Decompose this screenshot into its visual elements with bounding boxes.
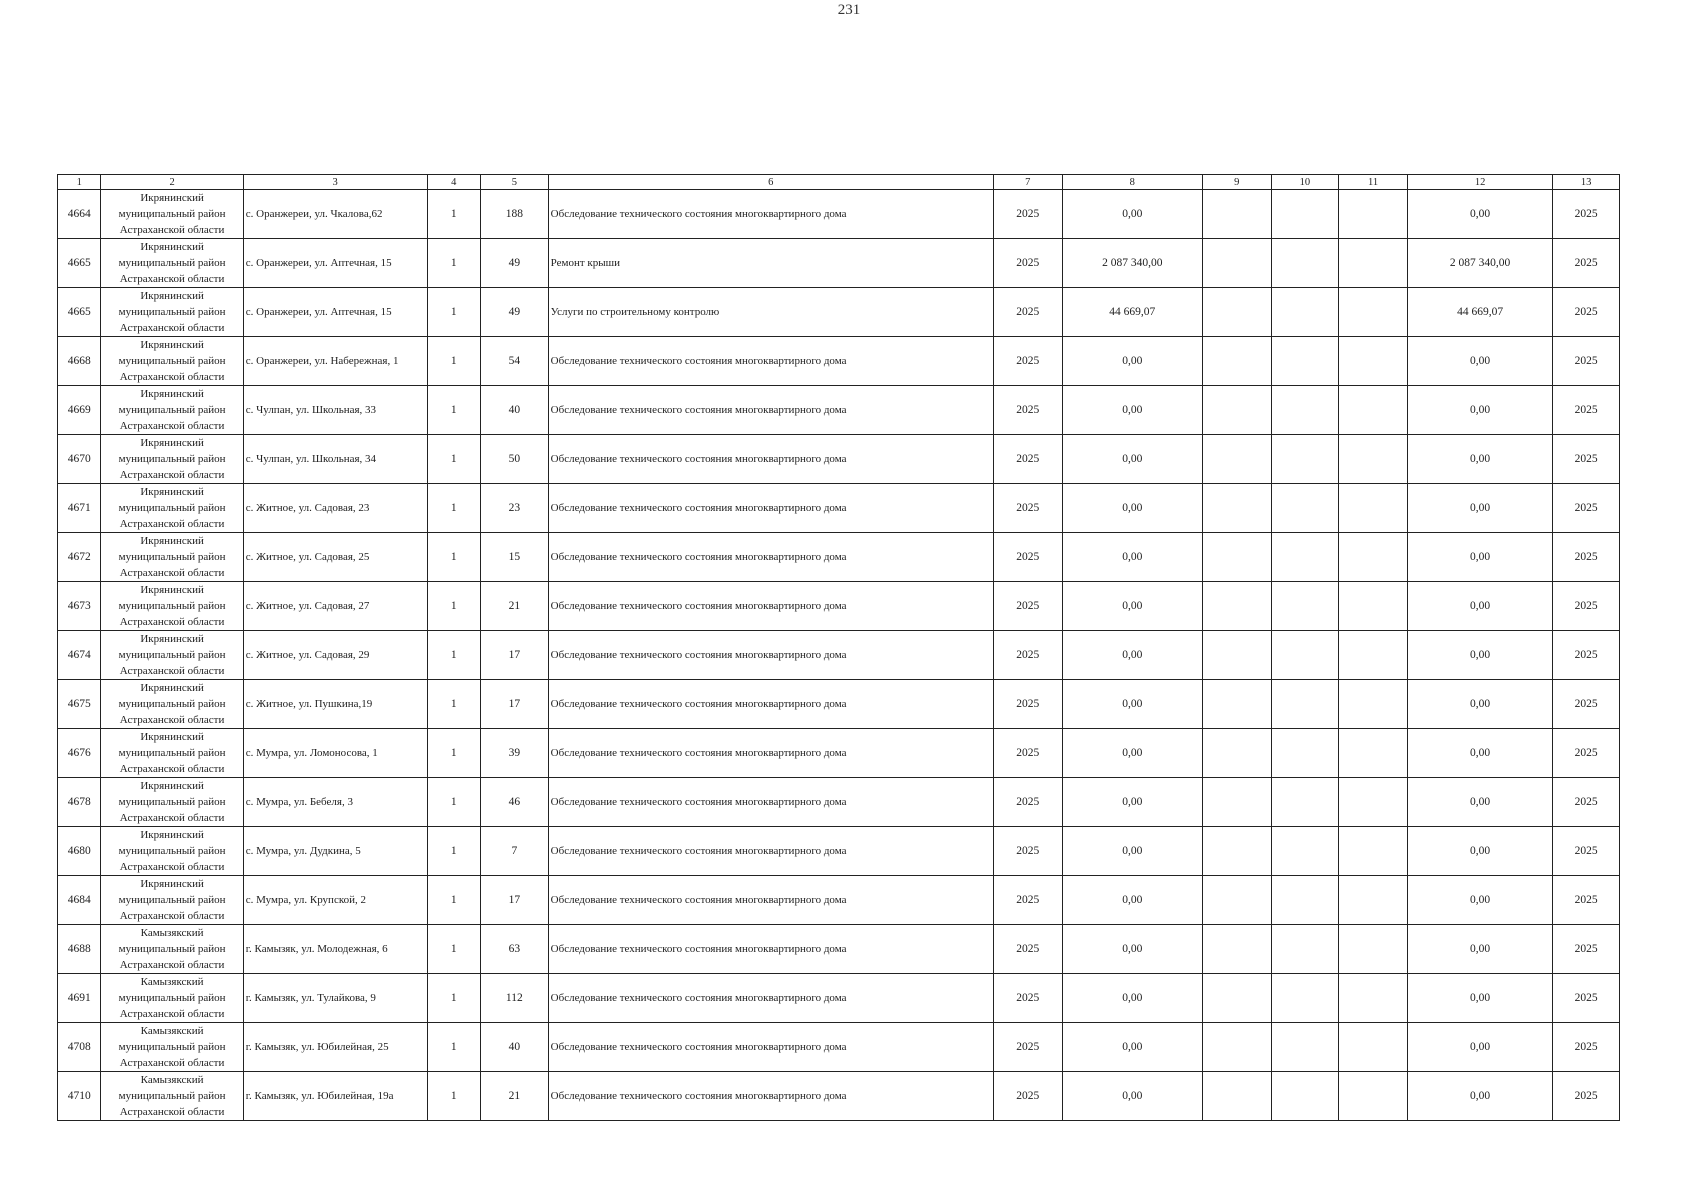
cell-col-11 bbox=[1339, 925, 1408, 974]
cell-year: 2025 bbox=[993, 778, 1062, 827]
cell-work-type: Обследование технического состояния многоквартирного дома bbox=[548, 582, 993, 631]
table-row bbox=[58, 778, 1620, 827]
cell-col-10 bbox=[1271, 680, 1339, 729]
cell-col-5: 21 bbox=[481, 582, 549, 631]
cell-id: 4710 bbox=[58, 1072, 101, 1121]
cell-year: 2025 bbox=[993, 1072, 1062, 1121]
cell-col-4: 1 bbox=[427, 484, 481, 533]
cell-district: Камызякский муниципальный район Астраханской области bbox=[101, 974, 243, 1023]
cell-work-type: Обследование технического состояния многоквартирного дома bbox=[548, 974, 993, 1023]
cell-col-12: 0,00 bbox=[1407, 876, 1552, 925]
header-col-5: 5 bbox=[481, 175, 549, 190]
cell-year: 2025 bbox=[993, 337, 1062, 386]
cell-col-4: 1 bbox=[427, 239, 481, 288]
cell-total-cost: 0,00 bbox=[1062, 1023, 1202, 1072]
cell-id: 4708 bbox=[58, 1023, 101, 1072]
cell-col-11 bbox=[1339, 288, 1408, 337]
header-col-1: 1 bbox=[58, 175, 101, 190]
cell-col-10 bbox=[1271, 1023, 1339, 1072]
cell-total-cost: 0,00 bbox=[1062, 876, 1202, 925]
cell-id: 4670 bbox=[58, 435, 101, 484]
cell-address: г. Камызяк, ул. Молодежная, 6 bbox=[243, 925, 427, 974]
cell-col-12: 0,00 bbox=[1407, 190, 1552, 239]
cell-col-9 bbox=[1202, 876, 1271, 925]
cell-col-12: 0,00 bbox=[1407, 680, 1552, 729]
cell-work-type: Обследование технического состояния многоквартирного дома bbox=[548, 680, 993, 729]
cell-col-9 bbox=[1202, 729, 1271, 778]
cell-col-4: 1 bbox=[427, 827, 481, 876]
cell-col-10 bbox=[1271, 484, 1339, 533]
cell-col-13: 2025 bbox=[1553, 1072, 1620, 1121]
cell-col-13: 2025 bbox=[1553, 533, 1620, 582]
cell-col-11 bbox=[1339, 680, 1408, 729]
table-row bbox=[58, 484, 1620, 533]
cell-col-13: 2025 bbox=[1553, 876, 1620, 925]
cell-district: Икрянинский муниципальный район Астраханской области bbox=[101, 484, 243, 533]
table-header bbox=[58, 175, 1620, 190]
cell-address: с. Мумра, ул. Крупской, 2 bbox=[243, 876, 427, 925]
cell-col-4: 1 bbox=[427, 533, 481, 582]
cell-col-10 bbox=[1271, 974, 1339, 1023]
register-table bbox=[57, 174, 1620, 1121]
cell-col-10 bbox=[1271, 1072, 1339, 1121]
cell-col-12: 0,00 bbox=[1407, 974, 1552, 1023]
cell-address: с. Житное, ул. Садовая, 27 bbox=[243, 582, 427, 631]
cell-col-13: 2025 bbox=[1553, 582, 1620, 631]
cell-col-12: 0,00 bbox=[1407, 827, 1552, 876]
table-row bbox=[58, 239, 1620, 288]
cell-col-9 bbox=[1202, 435, 1271, 484]
cell-work-type: Обследование технического состояния многоквартирного дома bbox=[548, 190, 993, 239]
cell-col-10 bbox=[1271, 778, 1339, 827]
cell-work-type: Услуги по строительному контролю bbox=[548, 288, 993, 337]
cell-district: Икрянинский муниципальный район Астраханской области bbox=[101, 827, 243, 876]
cell-col-11 bbox=[1339, 239, 1408, 288]
header-col-7: 7 bbox=[993, 175, 1062, 190]
cell-col-12: 0,00 bbox=[1407, 631, 1552, 680]
cell-total-cost: 44 669,07 bbox=[1062, 288, 1202, 337]
cell-col-11 bbox=[1339, 435, 1408, 484]
cell-col-11 bbox=[1339, 827, 1408, 876]
cell-col-5: 188 bbox=[481, 190, 549, 239]
cell-col-9 bbox=[1202, 680, 1271, 729]
cell-work-type: Обследование технического состояния многоквартирного дома bbox=[548, 484, 993, 533]
cell-col-12: 0,00 bbox=[1407, 925, 1552, 974]
cell-col-10 bbox=[1271, 925, 1339, 974]
cell-district: Икрянинский муниципальный район Астраханской области bbox=[101, 729, 243, 778]
cell-col-12: 0,00 bbox=[1407, 386, 1552, 435]
cell-year: 2025 bbox=[993, 1023, 1062, 1072]
cell-col-12: 0,00 bbox=[1407, 533, 1552, 582]
cell-col-4: 1 bbox=[427, 925, 481, 974]
cell-col-5: 15 bbox=[481, 533, 549, 582]
header-col-13: 13 bbox=[1553, 175, 1620, 190]
cell-address: г. Камызяк, ул. Юбилейная, 19а bbox=[243, 1072, 427, 1121]
cell-total-cost: 0,00 bbox=[1062, 925, 1202, 974]
cell-col-13: 2025 bbox=[1553, 827, 1620, 876]
cell-id: 4671 bbox=[58, 484, 101, 533]
cell-col-10 bbox=[1271, 631, 1339, 680]
cell-col-9 bbox=[1202, 533, 1271, 582]
header-col-12: 12 bbox=[1407, 175, 1552, 190]
cell-district: Икрянинский муниципальный район Астраханской области bbox=[101, 582, 243, 631]
cell-address: с. Житное, ул. Садовая, 25 bbox=[243, 533, 427, 582]
cell-col-12: 0,00 bbox=[1407, 435, 1552, 484]
cell-col-5: 17 bbox=[481, 876, 549, 925]
cell-id: 4669 bbox=[58, 386, 101, 435]
cell-year: 2025 bbox=[993, 288, 1062, 337]
cell-year: 2025 bbox=[993, 533, 1062, 582]
cell-col-4: 1 bbox=[427, 1023, 481, 1072]
cell-col-9 bbox=[1202, 337, 1271, 386]
cell-year: 2025 bbox=[993, 974, 1062, 1023]
cell-work-type: Обследование технического состояния многоквартирного дома bbox=[548, 1023, 993, 1072]
cell-total-cost: 0,00 bbox=[1062, 190, 1202, 239]
cell-district: Икрянинский муниципальный район Астраханской области bbox=[101, 239, 243, 288]
cell-district: Икрянинский муниципальный район Астраханской области bbox=[101, 876, 243, 925]
cell-col-13: 2025 bbox=[1553, 1023, 1620, 1072]
cell-col-11 bbox=[1339, 729, 1408, 778]
cell-total-cost: 0,00 bbox=[1062, 533, 1202, 582]
cell-col-5: 112 bbox=[481, 974, 549, 1023]
header-col-6: 6 bbox=[548, 175, 993, 190]
table-row bbox=[58, 386, 1620, 435]
cell-col-12: 0,00 bbox=[1407, 1072, 1552, 1121]
cell-col-10 bbox=[1271, 533, 1339, 582]
cell-col-11 bbox=[1339, 974, 1408, 1023]
cell-col-4: 1 bbox=[427, 435, 481, 484]
cell-total-cost: 0,00 bbox=[1062, 337, 1202, 386]
cell-col-11 bbox=[1339, 582, 1408, 631]
cell-col-4: 1 bbox=[427, 729, 481, 778]
cell-year: 2025 bbox=[993, 239, 1062, 288]
cell-col-9 bbox=[1202, 1072, 1271, 1121]
cell-col-5: 54 bbox=[481, 337, 549, 386]
cell-col-10 bbox=[1271, 337, 1339, 386]
cell-col-5: 21 bbox=[481, 1072, 549, 1121]
cell-total-cost: 0,00 bbox=[1062, 1072, 1202, 1121]
table-body bbox=[58, 190, 1620, 1121]
cell-district: Камызякский муниципальный район Астраханской области bbox=[101, 925, 243, 974]
header-row bbox=[58, 175, 1620, 190]
cell-col-4: 1 bbox=[427, 386, 481, 435]
cell-total-cost: 0,00 bbox=[1062, 778, 1202, 827]
cell-col-13: 2025 bbox=[1553, 484, 1620, 533]
cell-col-13: 2025 bbox=[1553, 631, 1620, 680]
cell-address: г. Камызяк, ул. Юбилейная, 25 bbox=[243, 1023, 427, 1072]
cell-col-12: 44 669,07 bbox=[1407, 288, 1552, 337]
cell-col-12: 0,00 bbox=[1407, 484, 1552, 533]
cell-address: с. Оранжереи, ул. Аптечная, 15 bbox=[243, 288, 427, 337]
cell-col-11 bbox=[1339, 631, 1408, 680]
cell-total-cost: 0,00 bbox=[1062, 435, 1202, 484]
cell-id: 4678 bbox=[58, 778, 101, 827]
cell-col-4: 1 bbox=[427, 680, 481, 729]
cell-work-type: Обследование технического состояния многоквартирного дома bbox=[548, 778, 993, 827]
cell-col-9 bbox=[1202, 288, 1271, 337]
cell-address: с. Мумра, ул. Дудкина, 5 bbox=[243, 827, 427, 876]
cell-work-type: Обследование технического состояния многоквартирного дома bbox=[548, 337, 993, 386]
cell-col-9 bbox=[1202, 631, 1271, 680]
cell-col-12: 0,00 bbox=[1407, 778, 1552, 827]
cell-id: 4684 bbox=[58, 876, 101, 925]
cell-work-type: Обследование технического состояния многоквартирного дома bbox=[548, 533, 993, 582]
cell-col-5: 49 bbox=[481, 288, 549, 337]
cell-district: Камызякский муниципальный район Астраханской области bbox=[101, 1072, 243, 1121]
cell-district: Икрянинский муниципальный район Астраханской области bbox=[101, 680, 243, 729]
cell-col-13: 2025 bbox=[1553, 435, 1620, 484]
cell-col-10 bbox=[1271, 386, 1339, 435]
cell-col-4: 1 bbox=[427, 778, 481, 827]
cell-address: с. Житное, ул. Пушкина,19 bbox=[243, 680, 427, 729]
table-row bbox=[58, 435, 1620, 484]
cell-col-4: 1 bbox=[427, 190, 481, 239]
cell-address: с. Житное, ул. Садовая, 29 bbox=[243, 631, 427, 680]
cell-col-11 bbox=[1339, 484, 1408, 533]
cell-work-type: Обследование технического состояния многоквартирного дома bbox=[548, 631, 993, 680]
cell-total-cost: 0,00 bbox=[1062, 582, 1202, 631]
table-row bbox=[58, 1023, 1620, 1072]
cell-work-type: Обследование технического состояния многоквартирного дома bbox=[548, 876, 993, 925]
table-row bbox=[58, 582, 1620, 631]
cell-total-cost: 0,00 bbox=[1062, 631, 1202, 680]
cell-work-type: Обследование технического состояния многоквартирного дома bbox=[548, 827, 993, 876]
cell-col-13: 2025 bbox=[1553, 288, 1620, 337]
cell-district: Икрянинский муниципальный район Астраханской области bbox=[101, 435, 243, 484]
cell-work-type: Обследование технического состояния многоквартирного дома bbox=[548, 729, 993, 778]
table-row bbox=[58, 631, 1620, 680]
cell-id: 4668 bbox=[58, 337, 101, 386]
cell-col-4: 1 bbox=[427, 288, 481, 337]
cell-col-13: 2025 bbox=[1553, 190, 1620, 239]
cell-total-cost: 0,00 bbox=[1062, 680, 1202, 729]
cell-col-4: 1 bbox=[427, 631, 481, 680]
cell-col-10 bbox=[1271, 582, 1339, 631]
cell-col-4: 1 bbox=[427, 337, 481, 386]
cell-year: 2025 bbox=[993, 582, 1062, 631]
cell-id: 4675 bbox=[58, 680, 101, 729]
cell-col-9 bbox=[1202, 190, 1271, 239]
cell-id: 4673 bbox=[58, 582, 101, 631]
cell-total-cost: 0,00 bbox=[1062, 827, 1202, 876]
cell-col-11 bbox=[1339, 876, 1408, 925]
cell-col-9 bbox=[1202, 484, 1271, 533]
cell-col-5: 17 bbox=[481, 680, 549, 729]
cell-col-13: 2025 bbox=[1553, 337, 1620, 386]
cell-col-13: 2025 bbox=[1553, 729, 1620, 778]
cell-work-type: Обследование технического состояния многоквартирного дома bbox=[548, 1072, 993, 1121]
cell-col-9 bbox=[1202, 974, 1271, 1023]
cell-col-12: 0,00 bbox=[1407, 337, 1552, 386]
cell-total-cost: 0,00 bbox=[1062, 974, 1202, 1023]
cell-district: Икрянинский муниципальный район Астраханской области bbox=[101, 631, 243, 680]
table-row bbox=[58, 729, 1620, 778]
cell-total-cost: 0,00 bbox=[1062, 729, 1202, 778]
cell-district: Икрянинский муниципальный район Астраханской области bbox=[101, 533, 243, 582]
cell-col-13: 2025 bbox=[1553, 974, 1620, 1023]
cell-district: Икрянинский муниципальный район Астраханской области bbox=[101, 288, 243, 337]
cell-col-13: 2025 bbox=[1553, 239, 1620, 288]
cell-col-9 bbox=[1202, 386, 1271, 435]
cell-year: 2025 bbox=[993, 925, 1062, 974]
cell-col-4: 1 bbox=[427, 974, 481, 1023]
cell-col-10 bbox=[1271, 876, 1339, 925]
cell-col-9 bbox=[1202, 239, 1271, 288]
cell-work-type: Ремонт крыши bbox=[548, 239, 993, 288]
cell-year: 2025 bbox=[993, 827, 1062, 876]
cell-district: Икрянинский муниципальный район Астраханской области bbox=[101, 337, 243, 386]
cell-id: 4674 bbox=[58, 631, 101, 680]
cell-col-9 bbox=[1202, 827, 1271, 876]
cell-col-4: 1 bbox=[427, 1072, 481, 1121]
cell-address: с. Чулпан, ул. Школьная, 33 bbox=[243, 386, 427, 435]
cell-id: 4688 bbox=[58, 925, 101, 974]
cell-year: 2025 bbox=[993, 729, 1062, 778]
cell-address: с. Житное, ул. Садовая, 23 bbox=[243, 484, 427, 533]
header-col-8: 8 bbox=[1062, 175, 1202, 190]
header-col-2: 2 bbox=[101, 175, 243, 190]
cell-col-11 bbox=[1339, 1023, 1408, 1072]
cell-year: 2025 bbox=[993, 680, 1062, 729]
table-row bbox=[58, 337, 1620, 386]
cell-id: 4664 bbox=[58, 190, 101, 239]
cell-col-10 bbox=[1271, 729, 1339, 778]
cell-col-12: 2 087 340,00 bbox=[1407, 239, 1552, 288]
cell-address: с. Оранжереи, ул. Чкалова,62 bbox=[243, 190, 427, 239]
cell-col-11 bbox=[1339, 778, 1408, 827]
cell-total-cost: 2 087 340,00 bbox=[1062, 239, 1202, 288]
table-row bbox=[58, 190, 1620, 239]
cell-col-4: 1 bbox=[427, 582, 481, 631]
table-row bbox=[58, 974, 1620, 1023]
cell-year: 2025 bbox=[993, 876, 1062, 925]
cell-col-10 bbox=[1271, 435, 1339, 484]
cell-col-5: 23 bbox=[481, 484, 549, 533]
cell-col-11 bbox=[1339, 337, 1408, 386]
page-number: 231 bbox=[837, 2, 861, 18]
cell-col-5: 46 bbox=[481, 778, 549, 827]
cell-col-12: 0,00 bbox=[1407, 1023, 1552, 1072]
cell-col-10 bbox=[1271, 288, 1339, 337]
cell-col-12: 0,00 bbox=[1407, 729, 1552, 778]
cell-col-5: 39 bbox=[481, 729, 549, 778]
cell-address: с. Мумра, ул. Бебеля, 3 bbox=[243, 778, 427, 827]
cell-col-9 bbox=[1202, 582, 1271, 631]
cell-col-5: 17 bbox=[481, 631, 549, 680]
cell-total-cost: 0,00 bbox=[1062, 484, 1202, 533]
cell-col-13: 2025 bbox=[1553, 680, 1620, 729]
cell-col-9 bbox=[1202, 925, 1271, 974]
cell-col-12: 0,00 bbox=[1407, 582, 1552, 631]
cell-district: Икрянинский муниципальный район Астраханской области bbox=[101, 778, 243, 827]
cell-col-5: 50 bbox=[481, 435, 549, 484]
cell-col-13: 2025 bbox=[1553, 778, 1620, 827]
table-row bbox=[58, 533, 1620, 582]
cell-work-type: Обследование технического состояния многоквартирного дома bbox=[548, 925, 993, 974]
cell-col-11 bbox=[1339, 190, 1408, 239]
table-row bbox=[58, 288, 1620, 337]
cell-address: с. Оранжереи, ул. Набережная, 1 bbox=[243, 337, 427, 386]
cell-year: 2025 bbox=[993, 484, 1062, 533]
cell-col-4: 1 bbox=[427, 876, 481, 925]
cell-address: с. Мумра, ул. Ломоносова, 1 bbox=[243, 729, 427, 778]
cell-col-10 bbox=[1271, 827, 1339, 876]
cell-id: 4691 bbox=[58, 974, 101, 1023]
cell-col-5: 7 bbox=[481, 827, 549, 876]
cell-col-9 bbox=[1202, 778, 1271, 827]
table-row bbox=[58, 827, 1620, 876]
cell-col-5: 49 bbox=[481, 239, 549, 288]
cell-year: 2025 bbox=[993, 631, 1062, 680]
cell-address: с. Чулпан, ул. Школьная, 34 bbox=[243, 435, 427, 484]
header-col-4: 4 bbox=[427, 175, 481, 190]
cell-col-9 bbox=[1202, 1023, 1271, 1072]
cell-id: 4665 bbox=[58, 239, 101, 288]
cell-id: 4680 bbox=[58, 827, 101, 876]
table-row bbox=[58, 876, 1620, 925]
cell-year: 2025 bbox=[993, 386, 1062, 435]
header-col-3: 3 bbox=[243, 175, 427, 190]
header-col-9: 9 bbox=[1202, 175, 1271, 190]
cell-col-13: 2025 bbox=[1553, 386, 1620, 435]
cell-col-11 bbox=[1339, 386, 1408, 435]
cell-district: Камызякский муниципальный район Астраханской области bbox=[101, 1023, 243, 1072]
cell-col-5: 63 bbox=[481, 925, 549, 974]
cell-col-11 bbox=[1339, 533, 1408, 582]
cell-total-cost: 0,00 bbox=[1062, 386, 1202, 435]
table-row bbox=[58, 925, 1620, 974]
cell-id: 4676 bbox=[58, 729, 101, 778]
cell-id: 4665 bbox=[58, 288, 101, 337]
cell-address: с. Оранжереи, ул. Аптечная, 15 bbox=[243, 239, 427, 288]
cell-col-10 bbox=[1271, 190, 1339, 239]
cell-col-10 bbox=[1271, 239, 1339, 288]
cell-district: Икрянинский муниципальный район Астраханской области bbox=[101, 190, 243, 239]
cell-district: Икрянинский муниципальный район Астраханской области bbox=[101, 386, 243, 435]
cell-work-type: Обследование технического состояния многоквартирного дома bbox=[548, 435, 993, 484]
table-row bbox=[58, 680, 1620, 729]
cell-col-11 bbox=[1339, 1072, 1408, 1121]
cell-col-5: 40 bbox=[481, 1023, 549, 1072]
cell-year: 2025 bbox=[993, 190, 1062, 239]
cell-work-type: Обследование технического состояния многоквартирного дома bbox=[548, 386, 993, 435]
cell-id: 4672 bbox=[58, 533, 101, 582]
header-col-10: 10 bbox=[1271, 175, 1339, 190]
table-row bbox=[58, 1072, 1620, 1121]
cell-col-5: 40 bbox=[481, 386, 549, 435]
cell-year: 2025 bbox=[993, 435, 1062, 484]
header-col-11: 11 bbox=[1339, 175, 1408, 190]
cell-col-13: 2025 bbox=[1553, 925, 1620, 974]
cell-address: г. Камызяк, ул. Тулайкова, 9 bbox=[243, 974, 427, 1023]
